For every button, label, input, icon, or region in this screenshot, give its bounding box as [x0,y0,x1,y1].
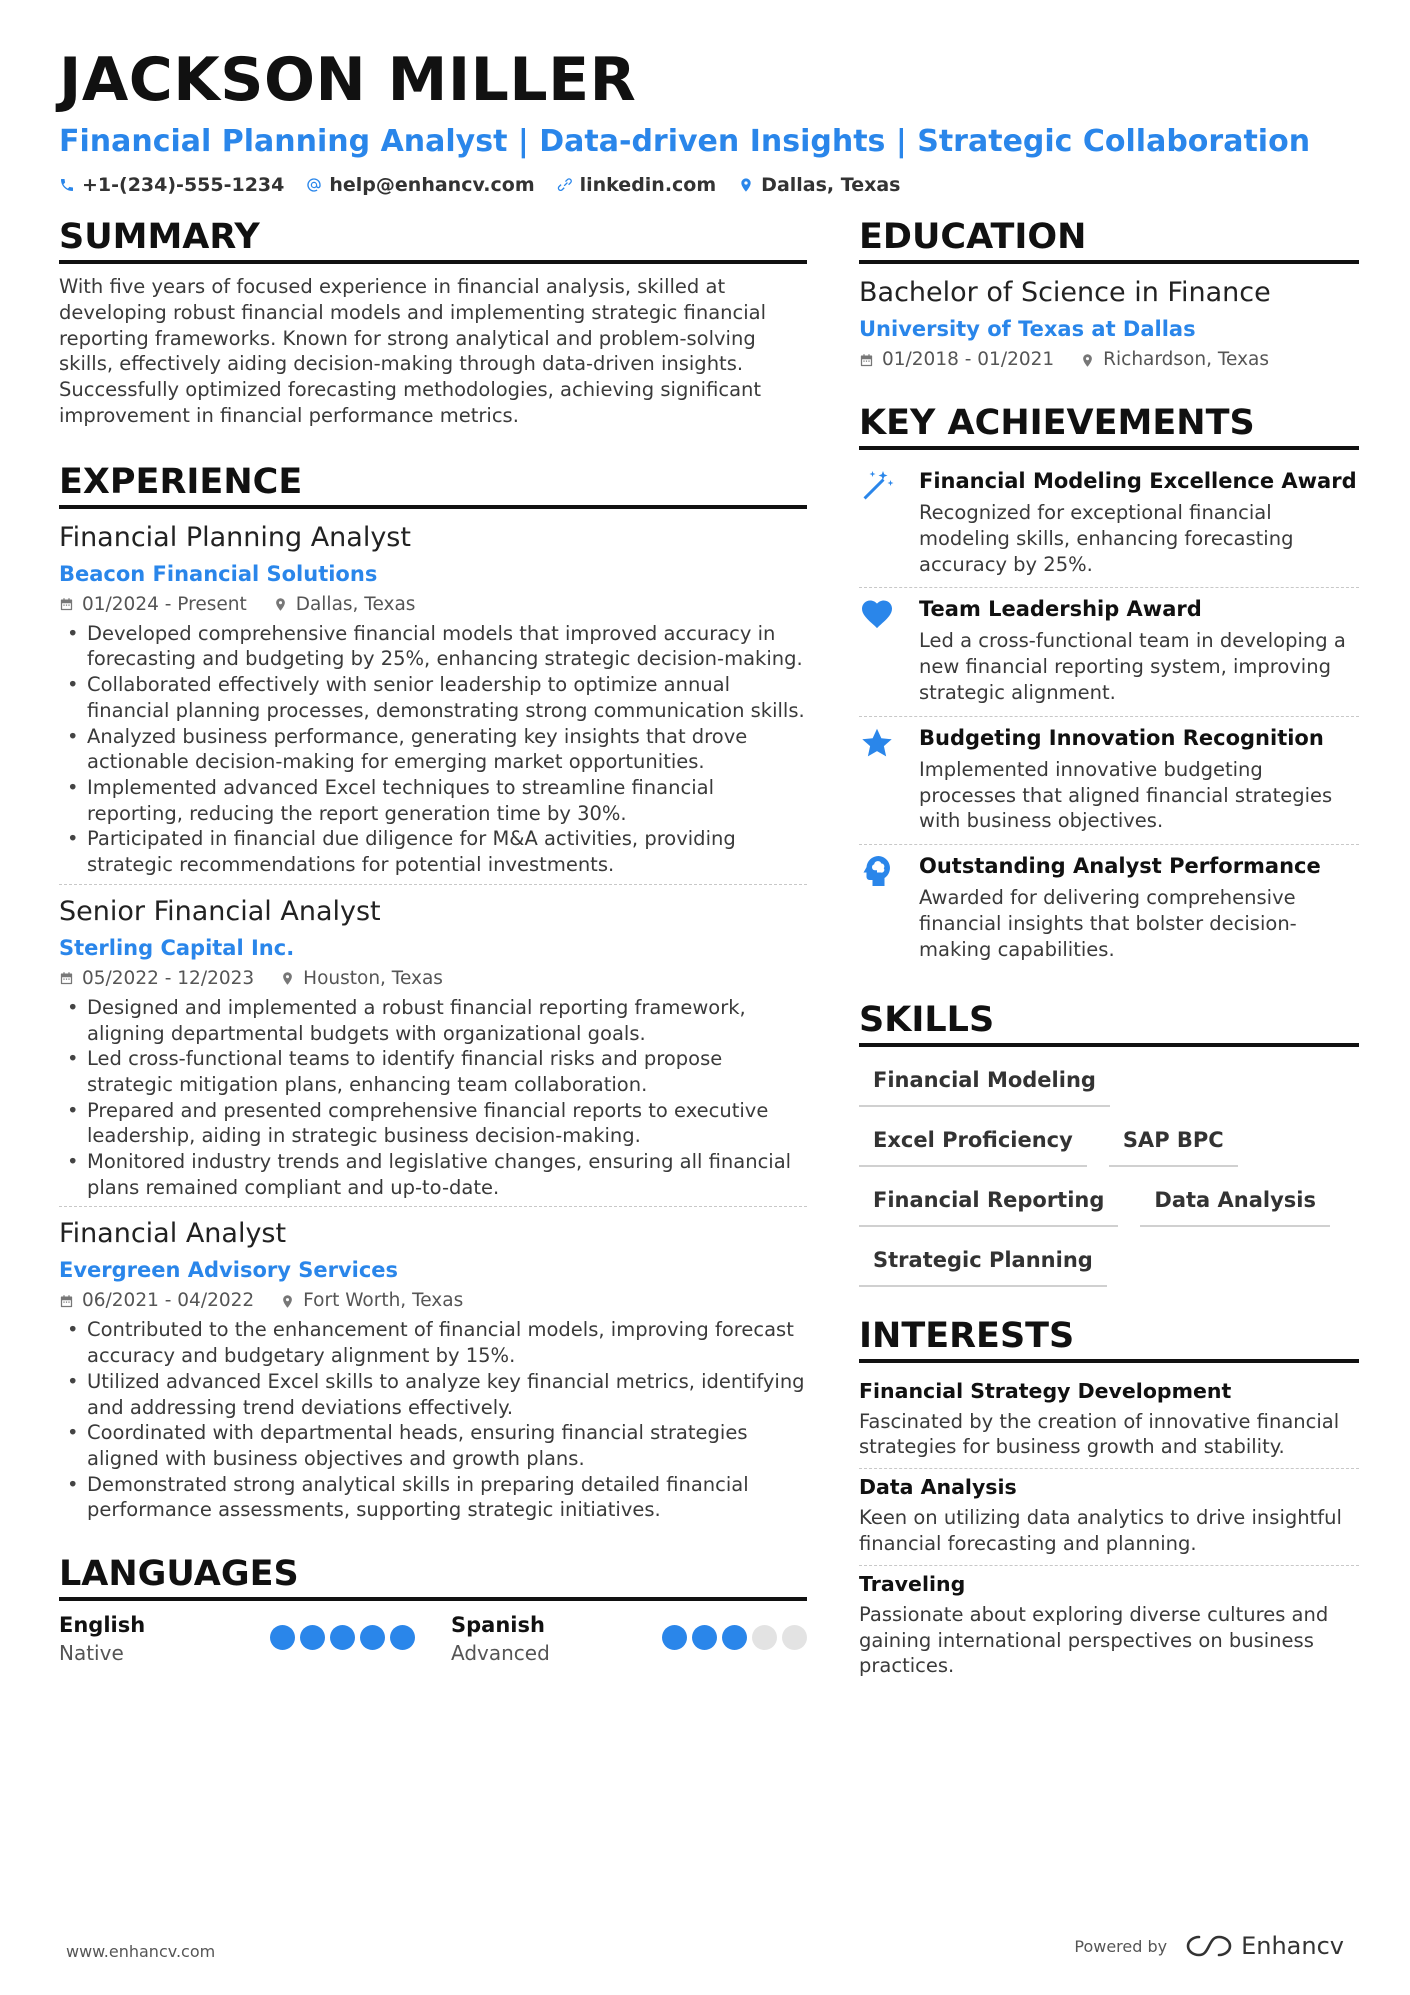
education-location [1080,346,1269,374]
achievement-title: Outstanding Analyst Performance [919,854,1321,879]
degree: Bachelor of Science in Finance [859,277,1271,308]
achievement-body [919,851,1359,962]
star-icon [859,725,895,761]
bullet-item: • Coordinated with departmental heads, ensuring financial strategies aligned with business objectives and growth plans. [59,1420,807,1471]
achievement-title: Team Leadership Award [919,597,1202,622]
skill-tag: Financial Modeling [859,1057,1110,1107]
company-name: Sterling Capital Inc. [59,935,295,960]
experience-section [59,459,807,1529]
resume-header [59,44,1359,200]
brand-logo [1185,1932,1344,1960]
job-bullets [59,621,807,878]
contact-linkedin[interactable] [557,170,717,200]
skills-section [859,997,1359,1287]
powered-by-label: Powered by [1074,1936,1168,1956]
contact-email[interactable] [306,170,534,200]
candidate-name: JACKSON MILLER [59,45,637,115]
rating-dot [270,1625,295,1650]
achievement-icon-wrap [859,851,901,962]
contact-bar [59,170,1359,200]
left-column [59,214,807,1697]
achievement-icon-wrap [859,594,901,705]
bullet-item: • Demonstrated strong analytical skills in preparing detailed financial performance assessments, supporting strategic initiatives. [59,1472,807,1523]
bullet-item: • Analyzed business performance, generating key insights that drove actionable decision-making for emerging market opportunities. [59,724,807,775]
achievement-title: Financial Modeling Excellence Award [919,469,1357,493]
job-location [280,965,443,993]
job-location [280,1287,463,1315]
language-text [451,1611,550,1667]
rating-dot [390,1625,415,1650]
skill-tag: Strategic Planning [859,1237,1107,1287]
job-location-text: Houston, Texas [303,967,443,989]
achievement-body [919,723,1359,834]
bullet-item: • Collaborated effectively with senior leadership to optimize annual financial planning processes, demonstrating strong communication skills. [59,672,807,723]
company-name: Beacon Financial Solutions [59,561,378,586]
education-dates [859,346,1054,374]
footer-website[interactable]: www.enhancv.com [66,1942,216,1961]
head-brain-icon [859,853,895,889]
job-dates-text: 01/2024 - Present [82,593,247,615]
interests-section [859,1313,1359,1688]
contact-location [738,170,900,200]
achievement-item [859,588,1359,716]
interests-heading: INTERESTS [859,1313,1359,1363]
interest-desc: Passionate about exploring diverse cultures and gaining international perspectives on business practices. [859,1602,1329,1678]
rating-dot [662,1625,687,1650]
email-text: help@enhancv.com [329,174,535,196]
education-heading: EDUCATION [859,214,1359,264]
achievements-heading: KEY ACHIEVEMENTS [859,400,1359,450]
job-entry [59,519,807,885]
achievements-section [859,400,1359,973]
at-icon [306,177,322,193]
bullet-item: • Prepared and presented comprehensive financial reports to executive leadership, aiding in strategic business decision-making. [59,1098,807,1149]
rating-dot [330,1625,355,1650]
right-column [859,214,1359,1717]
skill-tag: Financial Reporting [859,1177,1118,1227]
skill-tag: Excel Proficiency [859,1117,1087,1167]
company-name: Evergreen Advisory Services [59,1258,399,1283]
rating-dot [722,1625,747,1650]
job-title: Financial Planning Analyst [59,521,411,553]
job-dates [59,591,247,619]
rating-dot [752,1625,777,1650]
bullet-item: • Participated in financial due diligence for M&A activities, providing strategic recommendations for potential investments. [59,826,807,877]
job-dates [59,1287,254,1315]
rating-dot [300,1625,325,1650]
map-pin-icon [280,971,295,986]
job-title: Financial Analyst [59,1218,287,1250]
language-level: Advanced [451,1641,550,1666]
language-name: English [59,1613,146,1638]
achievement-title: Budgeting Innovation Recognition [919,725,1324,750]
phone-text: +1-(234)-555-1234 [82,174,285,196]
education-location-text: Richardson, Texas [1103,349,1269,370]
skills-heading: SKILLS [859,997,1359,1047]
language-text [59,1611,145,1667]
bullet-item: • Monitored industry trends and legislative changes, ensuring all financial plans remained compliant and up-to-date. [59,1149,807,1200]
job-meta [59,591,807,619]
experience-heading: EXPERIENCE [59,459,807,509]
achievement-desc: Led a cross-functional team in developing a new financial reporting system, improving strategic alignment. [919,629,1346,704]
bullet-item: • Led cross-functional teams to identify financial risks and propose strategic mitigation plans, enhancing team collaboration. [59,1046,807,1097]
education-meta [859,346,1359,374]
achievement-desc: Awarded for delivering comprehensive financial insights that bolster decision-making capabilities. [919,886,1297,961]
rating-dot [360,1625,385,1650]
headline: Financial Planning Analyst | Data-driven Insights | Strategic Collaboration [59,124,1311,159]
link-icon [557,177,573,193]
interest-item [859,1469,1359,1566]
language-rating [270,1625,415,1650]
job-meta [59,965,807,993]
language-name: Spanish [451,1613,545,1638]
achievement-body [919,466,1359,577]
rating-dot [692,1625,717,1650]
contact-phone[interactable] [59,170,284,200]
calendar-icon [59,1294,74,1309]
interest-item [859,1373,1359,1470]
job-meta [59,1287,807,1315]
footer-brand[interactable] [1074,1932,1344,1960]
languages-list [59,1611,807,1667]
achievement-desc: Recognized for exceptional financial modeling skills, enhancing forecasting accuracy by 25%. [919,501,1294,576]
bullet-item: • Contributed to the enhancement of financial models, improving forecast accuracy and budgetary alignment by 15%. [59,1317,807,1368]
job-location [273,591,416,619]
achievement-icon-wrap [859,723,901,834]
achievement-icon-wrap [859,466,901,577]
map-pin-icon [273,597,288,612]
education-dates-text: 01/2018 - 01/2021 [882,349,1055,370]
map-pin-icon [738,177,754,193]
achievement-item [859,460,1359,588]
job-entry [59,893,807,1208]
interest-desc: Keen on utilizing data analytics to drive insightful financial forecasting and planning. [859,1506,1342,1555]
job-bullets [59,995,807,1201]
summary-text: With five years of focused experience in financial analysis, skilled at developing robust financial models and implementing strategic financial reporting frameworks. Known for strong analytical and problem-solving skills, effectively aiding decision-making through data-driven insights. Successfully optimized forecasting methodologies, achieving significant improvement in financial performance metrics. [59,275,767,427]
brand-name: Enhancv [1241,1932,1344,1960]
job-dates-text: 06/2021 - 04/2022 [82,1290,255,1312]
language-item [451,1611,807,1667]
education-section [859,214,1359,374]
job-location-text: Dallas, Texas [295,593,416,615]
heart-icon [859,596,895,632]
bullet-item: • Utilized advanced Excel skills to analyze key financial metrics, identifying and addressing trend deviations effectively. [59,1369,807,1420]
languages-heading: LANGUAGES [59,1551,807,1601]
calendar-icon [859,353,874,368]
map-pin-icon [280,1294,295,1309]
linkedin-text: linkedin.com [579,174,717,196]
calendar-icon [59,971,74,986]
bullet-item: • Implemented advanced Excel techniques to streamline financial reporting, reducing the report generation time by 30%. [59,775,807,826]
location-text: Dallas, Texas [761,174,901,196]
job-dates-text: 05/2022 - 12/2023 [82,967,255,989]
job-bullets [59,1317,807,1523]
bullet-item: • Developed comprehensive financial models that improved accuracy in forecasting and budgeting by 25%, enhancing strategic decision-making. [59,621,807,672]
languages-section [59,1551,807,1667]
school-name: University of Texas at Dallas [859,317,1196,341]
language-item [59,1611,415,1667]
map-pin-icon [1080,353,1095,368]
interest-title: Financial Strategy Development [859,1378,1232,1403]
achievement-item [859,845,1359,972]
interest-item [859,1566,1359,1687]
magic-wand-icon [859,468,895,504]
job-location-text: Fort Worth, Texas [303,1290,464,1312]
skill-tag: Data Analysis [1140,1177,1330,1227]
job-entry [59,1215,807,1529]
calendar-icon [59,597,74,612]
rating-dot [782,1625,807,1650]
achievement-desc: Implemented innovative budgeting processes that aligned financial strategies with business objectives. [919,757,1333,833]
language-level: Native [59,1641,124,1666]
skill-tag: SAP BPC [1109,1117,1238,1167]
summary-heading: SUMMARY [59,214,807,264]
enhancv-logo-icon [1185,1933,1233,1959]
job-dates [59,965,254,993]
summary-section [59,214,807,429]
bullet-item: • Designed and implemented a robust financial reporting framework, aligning departmental budgets with organizational goals. [59,995,807,1046]
language-rating [662,1625,807,1650]
achievement-body [919,594,1359,705]
skills-list [859,1057,1359,1287]
job-title: Senior Financial Analyst [59,895,381,927]
interest-title: Data Analysis [859,1475,1017,1500]
interest-desc: Fascinated by the creation of innovative financial strategies for business growth and stability. [859,1409,1340,1459]
interest-title: Traveling [859,1571,966,1596]
phone-icon [59,177,75,193]
achievement-item [859,717,1359,845]
